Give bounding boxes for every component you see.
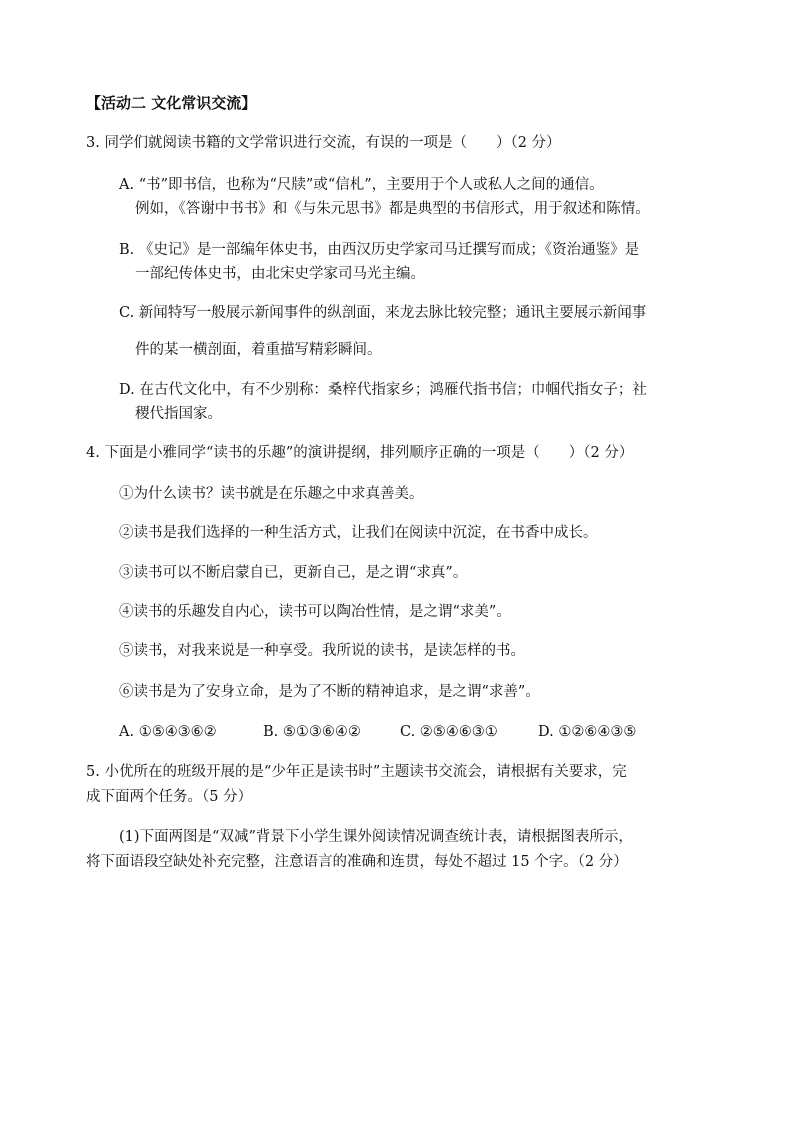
q3-option-a-line2: 例如，《答谢中书书》和《与朱元思书》都是典型的书信形式，用于叙述和陈情。 [135,201,650,217]
q4-item-1: ①为什么读书？读书就是在乐趣之中求真善美。 [119,486,424,502]
q4-item-3: ③读书可以不断启蒙自已，更新自己，是之谓“求真”。 [119,565,468,581]
q3-option-b-line2: 一部纪传体史书，由北宋史学家司马光主编。 [135,266,425,282]
q4-item-5: ⑤读书，对我来说是一种享受。我所说的读书，是读怎样的书。 [119,643,525,659]
q4-item-4: ④读书的乐趣发自内心，读书可以陶冶性情，是之谓“求美”。 [119,604,511,620]
q3-stem: 3. 同学们就阅读书籍的文学常识进行交流，有误的一项是（ ）（2 分） [86,135,561,151]
q4-option-b: B. ⑤①③⑥④② [263,724,361,740]
q4-item-6: ⑥读书是为了安身立命，是为了不断的精神追求，是之谓“求善”。 [119,684,540,700]
q5-sub1-line2: 将下面语段空缺处补充完整，注意语言的准确和连贯，每处不超过 15 个字。（2 分） [86,854,628,870]
q3-option-c-line1: C. 新闻特写一般展示新闻事件的纵剖面，来龙去脉比较完整；通讯主要展示新闻事 [119,305,647,321]
q5-sub1-line1: (1)下面两图是“双减”背景下小学生课外阅读情况调查统计表，请根据图表所示， [119,829,633,845]
q5-stem-line1: 5. 小优所在的班级开展的是“少年正是读书时”主题读书交流会，请根据有关要求，完 [86,764,627,780]
q4-option-d: D. ①②⑥④③⑤ [538,724,637,740]
q5-stem-line2: 成下面两个任务。（5 分） [86,789,253,805]
q3-option-d-line2: 稷代指国家。 [135,406,222,422]
q3-option-d-line1: D. 在古代文化中，有不少别称：桑梓代指家乡；鸿雁代指书信；巾帼代指女子；社 [119,382,647,398]
q4-stem: 4. 下面是小雅同学“读书的乐趣”的演讲提纲，排列顺序正确的一项是（ ）（2 分） [86,445,634,461]
q3-option-a-line1: A. “书”即书信，也称为“尺牍”或“信札”，主要用于个人或私人之间的通信。 [119,177,604,193]
q3-option-b-line1: B. 《史记》是一部编年体史书，由西汉历史学家司马迁撰写而成；《资治通鉴》是 [119,242,640,258]
q4-item-2: ②读书是我们选择的一种生活方式，让我们在阅读中沉淀，在书香中成长。 [119,525,598,541]
q4-option-a: A. ①⑤④③⑥② [119,724,217,740]
q4-option-c: C. ②⑤④⑥③① [400,724,498,740]
q3-option-c-line2: 件的某一横剖面，着重描写精彩瞬间。 [135,342,382,358]
section-title: 【活动二 文化常识交流】 [86,94,257,112]
